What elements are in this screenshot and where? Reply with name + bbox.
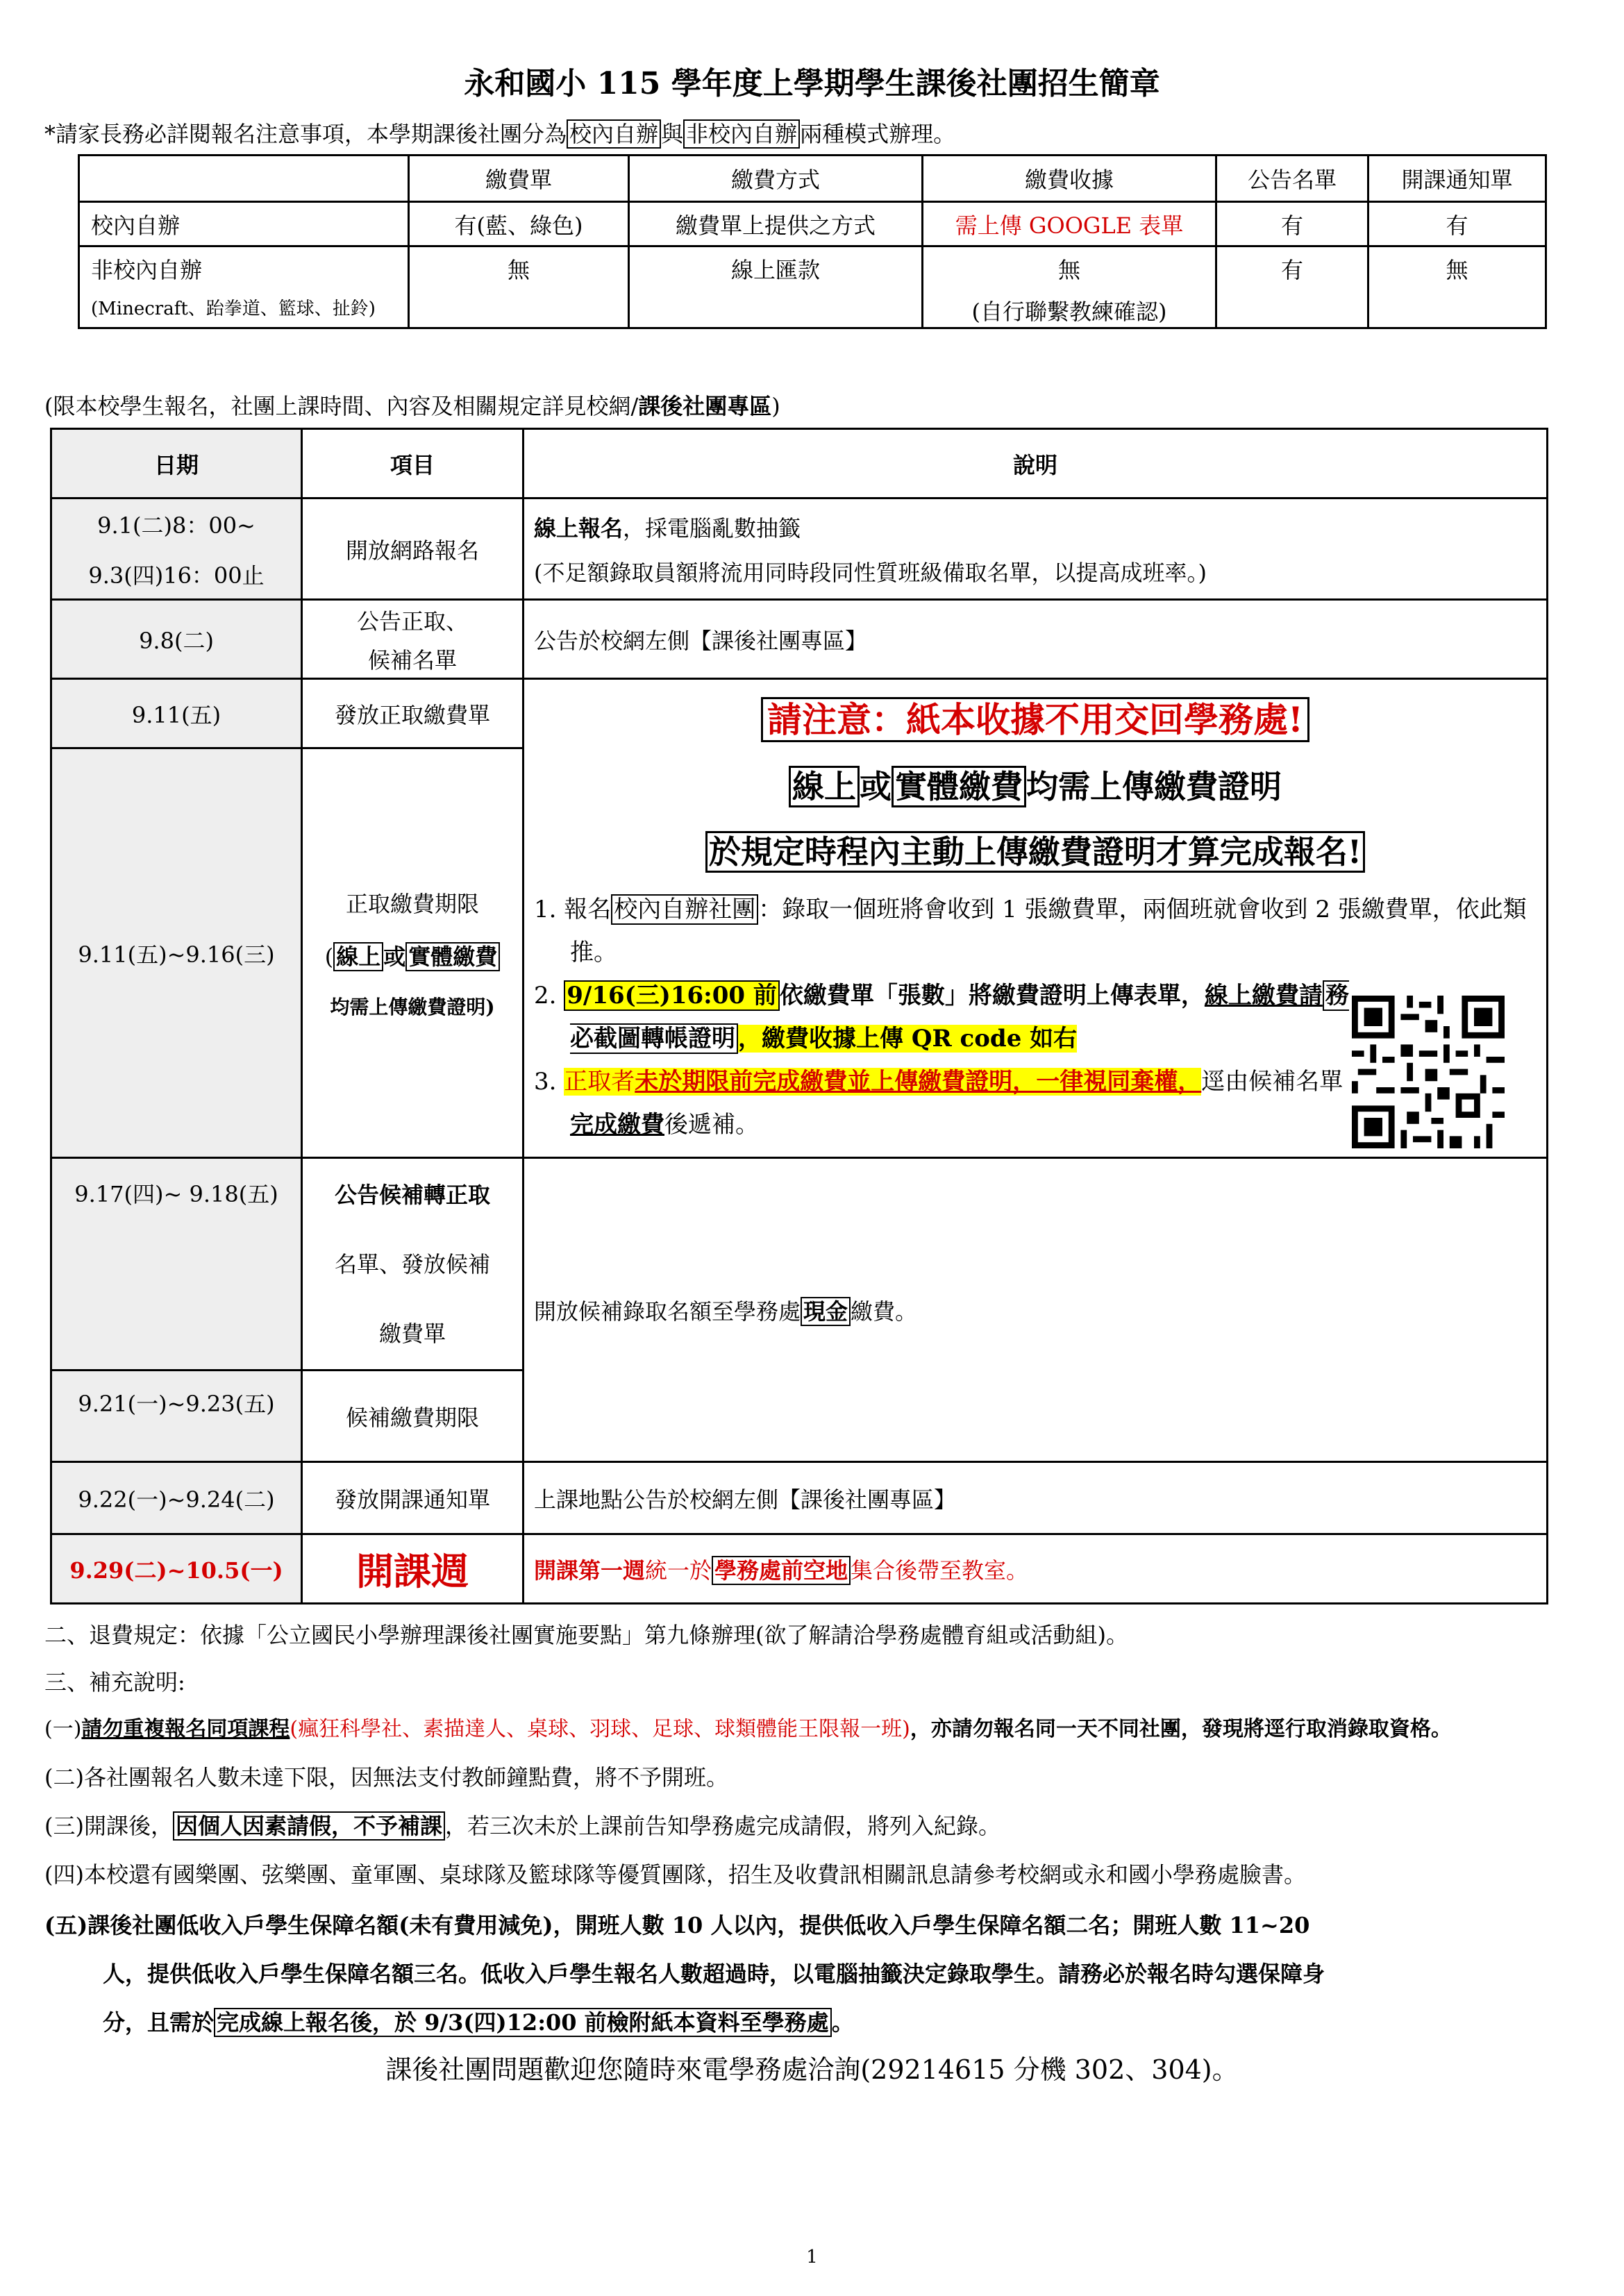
row2-item-line1: 公告正取、 [356, 607, 468, 635]
mode-cell: 有 [1368, 202, 1546, 246]
header-date: 日期 [51, 429, 302, 498]
intro-mid: 與 [661, 121, 684, 147]
step-2-c: ，繳費收據上傳 QR code 如右 [738, 1025, 1078, 1053]
s3-b: ，若三次未於上課前告知學務處完成請假，將列入紀錄。 [445, 1813, 1001, 1839]
supplement-2: (二)各社團報名人數未達下限，因無法支付教師鐘點費，將不予開班。 [44, 1764, 728, 1791]
step-1-b: ：錄取一個班將會收到 1 張繳費單，兩個班就會收到 2 張繳費單，依此類推。 [570, 896, 1527, 966]
row4-item-line1: 正取繳費期限 [345, 890, 479, 917]
row1-date-line1: 9.1(二)8：00~ [97, 512, 256, 539]
row8-desc-c: 集合後帶至教室。 [851, 1557, 1029, 1584]
page-number: 1 [806, 2247, 818, 2268]
row8-desc-a: 開課第一週 [534, 1557, 646, 1584]
row4-item [302, 748, 524, 1158]
page-title: 永和國小 115 學年度上學期學生課後社團招生簡章 [464, 66, 1160, 101]
mode-header-1: 繳費單 [409, 156, 629, 202]
step-2-b: 線上繳費請 [1204, 982, 1323, 1009]
row5-date: 9.17(四)~ 9.18(五) [51, 1158, 302, 1371]
row2-item-line2: 候補名單 [367, 646, 457, 673]
row1-desc-line2: (不足額錄取員額將流用同時段同性質班級備取名單，以提高成班率。) [534, 559, 1207, 586]
notice-or: 或 [860, 768, 891, 805]
mode-cell: 有 [1216, 246, 1368, 328]
s1-b: (瘋狂科學社、素描達人、桌球、羽球、足球、球類體能王限報一班) [290, 1717, 910, 1741]
s5-line3-b: 。 [831, 2009, 854, 2036]
mode-cell-sub: (自行聯繫教練確認) [971, 299, 1167, 325]
row8-desc-b: 統一於 [645, 1557, 712, 1584]
notice-complete [534, 827, 1537, 873]
supplement-5-line1: (五)課後社團低收入戶學生保障名額(未有費用減免)，開班人數 10 人以內，提供低收入戶學生保障名額二名；開班人數 11~20 [44, 1912, 1310, 1938]
qr-code-icon[interactable] [1352, 996, 1505, 1148]
row4-item-physical: 實體繳費 [405, 942, 500, 971]
notice-complete-box: 於規定時程內主動上傳繳費證明才算完成報名! [705, 831, 1365, 873]
s5-line3-a: 分，且需於 [103, 2009, 215, 2036]
refund-rule: 二、退費規定：依據「公立國民小學辦理課後社團實施要點」第九條辦理(欲了解請洽學務處體育組或活動組)。 [44, 1622, 1128, 1648]
step-3-num: 3. [534, 1068, 557, 1096]
row6-item: 候補繳費期限 [302, 1371, 524, 1462]
step-3-a: 正取者 [564, 1068, 635, 1096]
contact-info: 課後社團問題歡迎您隨時來電學務處洽詢(29214615 分機 302、304)。 [385, 2054, 1239, 2085]
row5-desc-b: 繳費。 [851, 1298, 918, 1325]
schedule-row-1 [51, 498, 1548, 600]
note-pre: (限本校學生報名，社團上課時間、內容及相關規定詳見校網/ [44, 393, 639, 419]
row1-desc-rest: ，採電腦亂數抽籤 [623, 514, 801, 542]
schedule-row-7 [51, 1462, 1548, 1534]
row5-item-line1: 公告候補轉正取 [334, 1181, 490, 1208]
intro-box-in-school: 校內自辦 [567, 119, 661, 149]
row2-date: 9.8(二) [51, 600, 302, 679]
notice-upload-text: 均需上傳繳費證明 [1026, 768, 1282, 805]
mode-row-2 [79, 246, 1546, 328]
schedule-row-8 [51, 1534, 1548, 1604]
s3-box: 因個人因素請假，不予補課 [173, 1811, 445, 1841]
step-3 [534, 1060, 1356, 1146]
s5-line3-box: 完成線上報名後，於 9/3(四)12:00 前檢附紙本資料至學務處 [214, 2008, 832, 2037]
supplement-3 [44, 1809, 1001, 1841]
row5-item [302, 1158, 524, 1371]
row8-desc-box: 學務處前空地 [712, 1556, 851, 1585]
note-post: ) [771, 393, 780, 419]
row7-date: 9.22(一)~9.24(二) [51, 1462, 302, 1534]
step-1-a: 報名 [564, 896, 612, 923]
mode-header-2: 繳費方式 [629, 156, 923, 202]
intro-post: 兩種模式辦理。 [800, 121, 956, 147]
row4-item-or: 或 [383, 943, 406, 970]
mode-header-4: 公告名單 [1216, 156, 1368, 202]
mode-cell: 有(藍、綠色) [409, 202, 629, 246]
notice-red [534, 692, 1537, 742]
row5-item-line3: 繳費單 [378, 1320, 446, 1347]
schedule-row-3 [51, 679, 1548, 748]
row2-desc: 公告於校網左側【課後社團專區】 [524, 600, 1548, 679]
supplement-5-line2: 人，提供低收入戶學生保障名額三名。低收入戶學生報名人數超過時，以電腦抽籤決定錄取學生。請務必於報名時勾選保障身 [103, 1961, 1325, 1987]
intro-box-outside: 非校內自辦 [683, 119, 800, 149]
row7-desc: 上課地點公告於校網左側【課後社團專區】 [524, 1462, 1548, 1534]
header-desc: 說明 [524, 429, 1548, 498]
intro-pre: *請家長務必詳閱報名注意事項，本學期課後社團分為 [44, 121, 567, 147]
row8-item: 開課週 [302, 1534, 524, 1604]
step-1 [534, 888, 1530, 974]
mode-header-3: 繳費收據 [923, 156, 1216, 202]
row6-date: 9.21(一)~9.23(五) [51, 1371, 302, 1462]
mode-cell-label: 非校內自辦 [91, 257, 203, 283]
step-3-d: 完成繳費 [570, 1111, 664, 1139]
row1-item: 開放網路報名 [302, 498, 524, 600]
mode-cell [923, 246, 1216, 328]
schedule-header [51, 429, 1548, 498]
row1-desc-bold: 線上報名 [534, 514, 623, 542]
supplement-title: 三、補充說明: [44, 1669, 185, 1695]
note-line [44, 389, 780, 421]
row5-desc-cash: 現金 [801, 1297, 851, 1326]
s1-a: 請勿重複報名同項課程 [81, 1717, 290, 1741]
mode-cell: 無 [409, 246, 629, 328]
step-2-box: 務必截圖轉帳證明 [570, 982, 1349, 1053]
notice-physical-box: 實體繳費 [891, 766, 1026, 807]
step-3-e: 後遞補。 [664, 1111, 759, 1139]
mode-header-5: 開課通知單 [1368, 156, 1546, 202]
notice-online-box: 線上 [789, 766, 860, 807]
mode-cell: 繳費單上提供之方式 [629, 202, 923, 246]
mode-cell: 校內自辦 [79, 202, 409, 246]
row4-item-line2 [303, 939, 521, 971]
mode-cell: 有 [1216, 202, 1368, 246]
row1-desc [524, 498, 1548, 600]
step-3-b: 未於期限前完成繳費並上傳繳費證明，一律視同棄權， [635, 1068, 1202, 1096]
row5-item-line2: 名單、發放候補 [334, 1250, 490, 1277]
s1-num: (一) [44, 1717, 82, 1741]
step-3-c: 逕由候補名單 [1201, 1068, 1343, 1096]
s3-a: (三)開課後， [44, 1813, 173, 1839]
s1-c: ，亦請勿報名同一天不同社團，發現將逕行取消錄取資格。 [910, 1717, 1452, 1741]
mode-cell: 需上傳 GOOGLE 表單 [923, 202, 1216, 246]
schedule-row-2 [51, 600, 1548, 679]
step-1-num: 1. [534, 896, 557, 923]
step-2-a: 依繳費單「張數」將繳費證明上傳表單， [779, 982, 1205, 1009]
row4-item-line3: 均需上傳繳費證明) [330, 995, 495, 1019]
step-2-num: 2. [534, 982, 557, 1009]
row3-item: 發放正取繳費單 [302, 679, 524, 748]
step-2-deadline: 9/16(三)16:00 前 [564, 980, 780, 1011]
row4-date: 9.11(五)~9.16(三) [51, 748, 302, 1158]
supplement-4: (四)本校還有國樂團、弦樂團、童軍團、桌球隊及籃球隊等優質團隊，招生及收費訊相關訊息請參考校網或永和國小學務處臉書。 [44, 1861, 1306, 1888]
row7-item: 發放開課通知單 [302, 1462, 524, 1534]
row4-item-online: 線上 [333, 942, 383, 971]
mode-row-1 [79, 202, 1546, 246]
mode-table [78, 154, 1547, 329]
schedule-row-5 [51, 1158, 1548, 1371]
mode-header-0 [79, 156, 409, 202]
mode-cell-sub: (Minecraft、跆拳道、籃球、扯鈴) [91, 299, 376, 319]
row2-item [302, 600, 524, 679]
row5-desc [524, 1158, 1548, 1462]
mode-cell [79, 246, 409, 328]
schedule-table [50, 428, 1548, 1604]
notice-red-box: 請注意：紙本收據不用交回學務處! [761, 697, 1309, 742]
supplement-5-line3 [103, 2005, 854, 2037]
row5-desc-a: 開放候補錄取名額至學務處 [534, 1298, 801, 1325]
supplement-1 [44, 1711, 1452, 1742]
note-bold: 課後社團專區 [638, 393, 772, 419]
mode-table-header [79, 156, 1546, 202]
row3-date: 9.11(五) [51, 679, 302, 748]
notice-upload [534, 762, 1537, 807]
step-1-box: 校內自辦社團 [611, 894, 758, 925]
mode-cell: 線上匯款 [629, 246, 923, 328]
row8-desc [524, 1534, 1548, 1604]
mode-cell-label: 無 [1057, 257, 1080, 283]
row8-date: 9.29(二)~10.5(一) [51, 1534, 302, 1604]
header-item: 項目 [302, 429, 524, 498]
step-2 [534, 974, 1356, 1060]
row1-date [51, 498, 302, 600]
row4-item-paren: ( [324, 943, 334, 970]
payment-notice-cell [524, 679, 1548, 1158]
mode-cell: 無 [1368, 246, 1546, 328]
intro-text [44, 117, 955, 149]
row1-date-line2: 9.3(四)16：00止 [88, 562, 265, 589]
